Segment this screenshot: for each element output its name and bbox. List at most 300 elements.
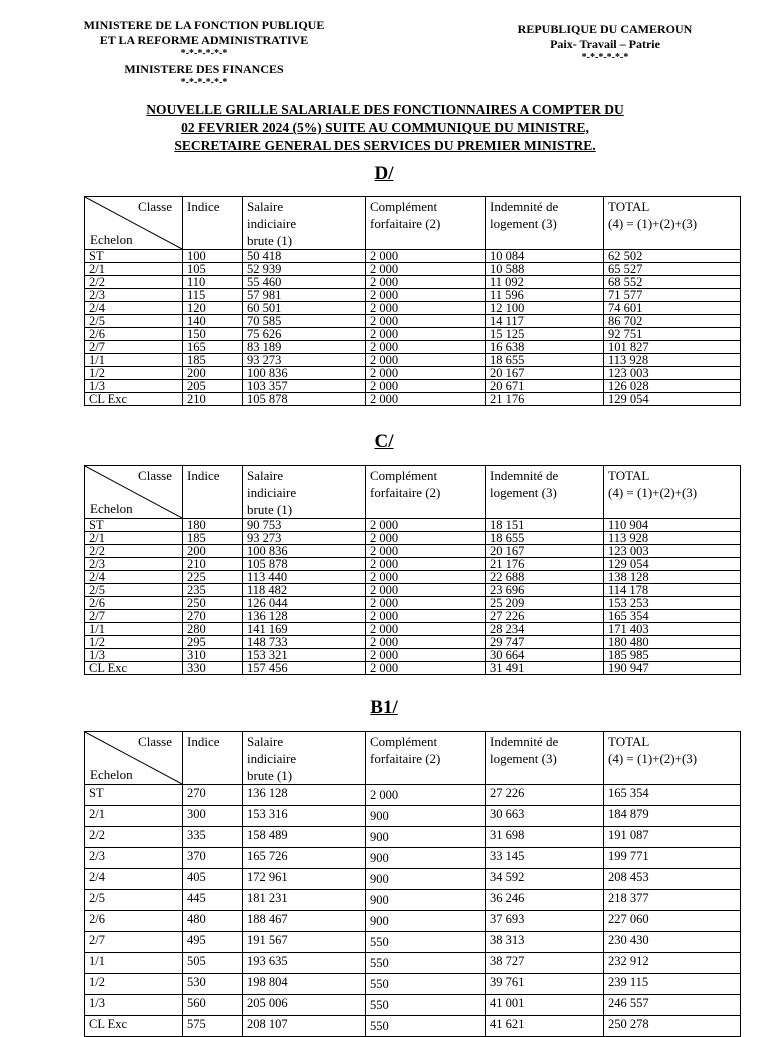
- indice-cell: 115: [183, 289, 243, 302]
- indemnite-cell: 22 688: [486, 571, 604, 584]
- echelon-label: Echelon: [90, 232, 133, 247]
- table-row: [85, 328, 741, 341]
- indemnite-cell: 15 125: [486, 328, 604, 341]
- indemnite-cell: 38 727: [486, 953, 604, 974]
- complement-cell: 2 000: [366, 354, 486, 367]
- table-row: [85, 597, 741, 610]
- indemnite-cell: 14 117: [486, 315, 604, 328]
- salary-table-c: [84, 465, 741, 675]
- salary-table-d: [84, 196, 741, 406]
- salaire-cell: 57 981: [243, 289, 366, 302]
- complement-cell: 2 000: [366, 610, 486, 623]
- complement-cell: 2 000: [366, 558, 486, 571]
- total-cell: 129 054: [604, 558, 741, 571]
- indemnite-cell: 20 167: [486, 545, 604, 558]
- echelon-cell: 2/1: [85, 263, 183, 276]
- classe-label: Classe: [138, 199, 172, 214]
- salaire-cell: 165 726: [243, 848, 366, 869]
- salaire-cell: 191 567: [243, 932, 366, 953]
- table-row: [85, 636, 741, 649]
- total-cell: 138 128: [604, 571, 741, 584]
- total-cell: 199 771: [604, 848, 741, 869]
- complement-cell: 2 000: [366, 393, 486, 406]
- total-cell: 239 115: [604, 974, 741, 995]
- table-row: [85, 649, 741, 662]
- indemnite-cell: 27 226: [486, 610, 604, 623]
- indemnite-cell: 18 151: [486, 519, 604, 532]
- complement-cell: 2 000: [366, 289, 486, 302]
- salaire-cell: 153 316: [243, 806, 366, 827]
- section-title-b1: B1/: [370, 697, 398, 718]
- complement-cell: 2 000: [366, 571, 486, 584]
- total-cell: 113 928: [604, 532, 741, 545]
- table-row: [85, 380, 741, 393]
- indemnite-cell: 29 747: [486, 636, 604, 649]
- title-line-1: NOUVELLE GRILLE SALARIALE DES FONCTIONNAIRES A COMPTER DU: [146, 102, 624, 117]
- salaire-cell: 157 456: [243, 662, 366, 675]
- table-body: [85, 250, 741, 406]
- indemnite-cell: 11 596: [486, 289, 604, 302]
- echelon-cell: 2/3: [85, 289, 183, 302]
- indice-cell: 165: [183, 341, 243, 354]
- indemnite-cell: 31 698: [486, 827, 604, 848]
- salaire-cell: 205 006: [243, 995, 366, 1016]
- complement-header: Complément forfaitaire (2): [366, 197, 486, 250]
- salaire-cell: 105 878: [243, 393, 366, 406]
- echelon-cell: ST: [85, 250, 183, 263]
- echelon-cell: 2/7: [85, 610, 183, 623]
- echelon-cell: 1/1: [85, 953, 183, 974]
- salaire-cell: 75 626: [243, 328, 366, 341]
- echelon-cell: 2/4: [85, 571, 183, 584]
- indice-cell: 210: [183, 393, 243, 406]
- salaire-cell: 198 804: [243, 974, 366, 995]
- total-cell: 180 480: [604, 636, 741, 649]
- indice-cell: 180: [183, 519, 243, 532]
- table-row: [85, 532, 741, 545]
- table-row: [85, 519, 741, 532]
- title-line-2: 02 FEVRIER 2024 (5%) SUITE AU COMMUNIQUE DU MINISTRE,: [181, 120, 589, 135]
- ministry-header: [54, 18, 354, 91]
- indemnite-cell: 31 491: [486, 662, 604, 675]
- echelon-cell: 1/2: [85, 367, 183, 380]
- salaire-cell: 126 044: [243, 597, 366, 610]
- republic-stars: *-*-*-*-*-*: [581, 52, 629, 63]
- total-cell: 71 577: [604, 289, 741, 302]
- indice-header: Indice: [183, 197, 243, 250]
- indemnite-cell: 28 234: [486, 623, 604, 636]
- indemnite-cell: 41 001: [486, 995, 604, 1016]
- indemnite-cell: 16 638: [486, 341, 604, 354]
- complement-cell: 900: [366, 911, 486, 932]
- total-cell: 184 879: [604, 806, 741, 827]
- classe-label: Classe: [138, 734, 172, 749]
- complement-cell: 900: [366, 806, 486, 827]
- indice-header: Indice: [183, 466, 243, 519]
- echelon-cell: 2/6: [85, 911, 183, 932]
- indemnite-cell: 20 671: [486, 380, 604, 393]
- echelon-cell: CL Exc: [85, 393, 183, 406]
- table-row: [85, 827, 741, 848]
- indice-cell: 505: [183, 953, 243, 974]
- echelon-cell: 1/3: [85, 995, 183, 1016]
- indemnite-cell: 33 145: [486, 848, 604, 869]
- table-row: [85, 289, 741, 302]
- total-header: TOTAL (4) = (1)+(2)+(3): [604, 466, 741, 519]
- table-row: [85, 890, 741, 911]
- total-cell: 153 253: [604, 597, 741, 610]
- echelon-cell: 2/5: [85, 315, 183, 328]
- total-cell: 185 985: [604, 649, 741, 662]
- table-row: [85, 911, 741, 932]
- indice-cell: 495: [183, 932, 243, 953]
- salaire-cell: 188 467: [243, 911, 366, 932]
- table-header-row: [85, 466, 741, 519]
- indice-cell: 370: [183, 848, 243, 869]
- table-row: [85, 953, 741, 974]
- complement-cell: 2 000: [366, 276, 486, 289]
- total-cell: 190 947: [604, 662, 741, 675]
- indemnite-cell: 23 696: [486, 584, 604, 597]
- indemnite-header: Indemnité de logement (3): [486, 732, 604, 785]
- table-row: [85, 848, 741, 869]
- table-body: [85, 519, 741, 675]
- total-cell: 129 054: [604, 393, 741, 406]
- salaire-cell: 208 107: [243, 1016, 366, 1037]
- echelon-cell: 1/1: [85, 623, 183, 636]
- complement-cell: 900: [366, 827, 486, 848]
- table-header-row: [85, 732, 741, 785]
- complement-cell: 2 000: [366, 367, 486, 380]
- indice-cell: 310: [183, 649, 243, 662]
- salaire-cell: 148 733: [243, 636, 366, 649]
- echelon-cell: 1/2: [85, 636, 183, 649]
- indice-cell: 105: [183, 263, 243, 276]
- indice-cell: 200: [183, 367, 243, 380]
- indice-cell: 575: [183, 1016, 243, 1037]
- indemnite-cell: 20 167: [486, 367, 604, 380]
- indice-header: Indice: [183, 732, 243, 785]
- classe-echelon-header: [85, 197, 183, 250]
- salaire-cell: 90 753: [243, 519, 366, 532]
- indemnite-cell: 21 176: [486, 393, 604, 406]
- echelon-cell: 2/2: [85, 545, 183, 558]
- salaire-cell: 93 273: [243, 532, 366, 545]
- echelon-cell: 1/1: [85, 354, 183, 367]
- echelon-cell: 1/3: [85, 649, 183, 662]
- indice-cell: 235: [183, 584, 243, 597]
- table-body: [85, 785, 741, 1037]
- salaire-cell: 103 357: [243, 380, 366, 393]
- indice-cell: 140: [183, 315, 243, 328]
- indice-cell: 445: [183, 890, 243, 911]
- complement-cell: 2 000: [366, 328, 486, 341]
- total-cell: 74 601: [604, 302, 741, 315]
- total-cell: 68 552: [604, 276, 741, 289]
- indice-cell: 295: [183, 636, 243, 649]
- table-row: [85, 584, 741, 597]
- table-row: [85, 354, 741, 367]
- salaire-cell: 172 961: [243, 869, 366, 890]
- indemnite-cell: 41 621: [486, 1016, 604, 1037]
- salaire-cell: 136 128: [243, 785, 366, 806]
- echelon-cell: 2/5: [85, 584, 183, 597]
- indice-cell: 405: [183, 869, 243, 890]
- total-cell: 62 502: [604, 250, 741, 263]
- complement-cell: 550: [366, 995, 486, 1016]
- table-row: [85, 806, 741, 827]
- classe-echelon-header: [85, 466, 183, 519]
- echelon-cell: 2/6: [85, 597, 183, 610]
- total-cell: 110 904: [604, 519, 741, 532]
- echelon-cell: CL Exc: [85, 662, 183, 675]
- indemnite-cell: 18 655: [486, 354, 604, 367]
- indemnite-cell: 11 092: [486, 276, 604, 289]
- salaire-header: Salaire indiciaire brute (1): [243, 732, 366, 785]
- salaire-cell: 52 939: [243, 263, 366, 276]
- ministry-stars-2: *-*-*-*-*-*: [180, 77, 228, 88]
- ministry-stars-1: *-*-*-*-*-*: [180, 48, 228, 59]
- total-cell: 191 087: [604, 827, 741, 848]
- echelon-label: Echelon: [90, 501, 133, 516]
- salaire-header: Salaire indiciaire brute (1): [243, 197, 366, 250]
- table-row: [85, 974, 741, 995]
- indemnite-cell: 18 655: [486, 532, 604, 545]
- indice-cell: 270: [183, 610, 243, 623]
- indice-cell: 110: [183, 276, 243, 289]
- indemnite-cell: 30 663: [486, 806, 604, 827]
- indemnite-cell: 10 084: [486, 250, 604, 263]
- salaire-cell: 100 836: [243, 367, 366, 380]
- echelon-cell: 2/4: [85, 869, 183, 890]
- republic-motto: Paix- Travail – Patrie: [550, 36, 660, 51]
- complement-cell: 2 000: [366, 597, 486, 610]
- table-row: [85, 662, 741, 675]
- salaire-cell: 136 128: [243, 610, 366, 623]
- echelon-cell: CL Exc: [85, 1016, 183, 1037]
- total-cell: 227 060: [604, 911, 741, 932]
- echelon-cell: 2/5: [85, 890, 183, 911]
- table-row: [85, 263, 741, 276]
- total-cell: 86 702: [604, 315, 741, 328]
- table-row: [85, 610, 741, 623]
- indemnite-cell: 27 226: [486, 785, 604, 806]
- table-row: [85, 250, 741, 263]
- indice-cell: 335: [183, 827, 243, 848]
- ministry-line-3: MINISTERE DES FINANCES: [124, 61, 284, 76]
- indemnite-cell: 38 313: [486, 932, 604, 953]
- indice-cell: 210: [183, 558, 243, 571]
- echelon-cell: 2/6: [85, 328, 183, 341]
- complement-header: Complément forfaitaire (2): [366, 466, 486, 519]
- table-row: [85, 785, 741, 806]
- indice-cell: 480: [183, 911, 243, 932]
- complement-cell: 2 000: [366, 380, 486, 393]
- indice-cell: 205: [183, 380, 243, 393]
- table-row: [85, 315, 741, 328]
- total-cell: 126 028: [604, 380, 741, 393]
- total-cell: 232 912: [604, 953, 741, 974]
- echelon-cell: 2/3: [85, 558, 183, 571]
- table-row: [85, 558, 741, 571]
- echelon-cell: 1/2: [85, 974, 183, 995]
- complement-cell: 2 000: [366, 315, 486, 328]
- indice-cell: 185: [183, 354, 243, 367]
- salaire-cell: 158 489: [243, 827, 366, 848]
- table-header-row: [85, 197, 741, 250]
- document-title: [60, 101, 710, 155]
- complement-cell: 550: [366, 932, 486, 953]
- complement-cell: 2 000: [366, 584, 486, 597]
- indice-cell: 225: [183, 571, 243, 584]
- complement-cell: 2 000: [366, 785, 486, 806]
- indemnite-cell: 34 592: [486, 869, 604, 890]
- complement-cell: 2 000: [366, 623, 486, 636]
- complement-cell: 2 000: [366, 636, 486, 649]
- total-cell: 113 928: [604, 354, 741, 367]
- indice-cell: 330: [183, 662, 243, 675]
- section-title-c: C/: [374, 431, 394, 452]
- echelon-cell: 2/7: [85, 341, 183, 354]
- total-cell: 218 377: [604, 890, 741, 911]
- salaire-cell: 60 501: [243, 302, 366, 315]
- indice-cell: 280: [183, 623, 243, 636]
- indemnite-cell: 39 761: [486, 974, 604, 995]
- complement-cell: 550: [366, 953, 486, 974]
- salaire-cell: 193 635: [243, 953, 366, 974]
- salaire-header: Salaire indiciaire brute (1): [243, 466, 366, 519]
- complement-cell: 2 000: [366, 250, 486, 263]
- echelon-label: Echelon: [90, 767, 133, 782]
- complement-cell: 2 000: [366, 263, 486, 276]
- complement-cell: 2 000: [366, 545, 486, 558]
- total-cell: 208 453: [604, 869, 741, 890]
- salaire-cell: 93 273: [243, 354, 366, 367]
- indice-cell: 250: [183, 597, 243, 610]
- complement-cell: 2 000: [366, 649, 486, 662]
- complement-cell: 2 000: [366, 302, 486, 315]
- classe-echelon-header: [85, 732, 183, 785]
- indice-cell: 270: [183, 785, 243, 806]
- table-row: [85, 393, 741, 406]
- echelon-cell: ST: [85, 519, 183, 532]
- indemnite-header: Indemnité de logement (3): [486, 197, 604, 250]
- salary-table-b1: [84, 731, 741, 1037]
- complement-cell: 900: [366, 848, 486, 869]
- salaire-cell: 118 482: [243, 584, 366, 597]
- title-line-3: SECRETAIRE GENERAL DES SERVICES DU PREMIER MINISTRE.: [174, 138, 596, 153]
- complement-cell: 2 000: [366, 519, 486, 532]
- total-cell: 123 003: [604, 545, 741, 558]
- republic-header: [480, 22, 730, 66]
- salaire-cell: 55 460: [243, 276, 366, 289]
- table-row: [85, 302, 741, 315]
- indemnite-cell: 12 100: [486, 302, 604, 315]
- salaire-cell: 105 878: [243, 558, 366, 571]
- echelon-cell: 2/3: [85, 848, 183, 869]
- salaire-cell: 83 189: [243, 341, 366, 354]
- complement-cell: 2 000: [366, 532, 486, 545]
- table-row: [85, 932, 741, 953]
- total-cell: 171 403: [604, 623, 741, 636]
- indemnite-cell: 37 693: [486, 911, 604, 932]
- section-title-d: D/: [374, 163, 394, 184]
- table-row: [85, 623, 741, 636]
- echelon-cell: 2/4: [85, 302, 183, 315]
- salaire-cell: 100 836: [243, 545, 366, 558]
- ministry-line-2: ET LA REFORME ADMINISTRATIVE: [99, 32, 309, 47]
- table-row: [85, 276, 741, 289]
- salaire-cell: 70 585: [243, 315, 366, 328]
- classe-label: Classe: [138, 468, 172, 483]
- echelon-cell: 2/2: [85, 827, 183, 848]
- complement-cell: 900: [366, 869, 486, 890]
- indemnite-cell: 21 176: [486, 558, 604, 571]
- indemnite-header: Indemnité de logement (3): [486, 466, 604, 519]
- complement-cell: 2 000: [366, 341, 486, 354]
- complement-cell: 900: [366, 890, 486, 911]
- table-row: [85, 545, 741, 558]
- salaire-cell: 153 321: [243, 649, 366, 662]
- echelon-cell: 2/2: [85, 276, 183, 289]
- echelon-cell: 1/3: [85, 380, 183, 393]
- salaire-cell: 50 418: [243, 250, 366, 263]
- total-cell: 246 557: [604, 995, 741, 1016]
- total-cell: 65 527: [604, 263, 741, 276]
- total-header: TOTAL (4) = (1)+(2)+(3): [604, 197, 741, 250]
- indice-cell: 530: [183, 974, 243, 995]
- salaire-cell: 113 440: [243, 571, 366, 584]
- republic-name: REPUBLIQUE DU CAMEROUN: [517, 22, 693, 36]
- indice-cell: 120: [183, 302, 243, 315]
- complement-cell: 2 000: [366, 662, 486, 675]
- echelon-cell: ST: [85, 785, 183, 806]
- echelon-cell: 2/1: [85, 532, 183, 545]
- indice-cell: 300: [183, 806, 243, 827]
- echelon-cell: 2/7: [85, 932, 183, 953]
- indemnite-cell: 25 209: [486, 597, 604, 610]
- ministry-line-1: MINISTERE DE LA FONCTION PUBLIQUE: [83, 18, 325, 32]
- indemnite-cell: 36 246: [486, 890, 604, 911]
- complement-cell: 550: [366, 974, 486, 995]
- indemnite-cell: 30 664: [486, 649, 604, 662]
- total-cell: 165 354: [604, 785, 741, 806]
- indice-cell: 185: [183, 532, 243, 545]
- indice-cell: 150: [183, 328, 243, 341]
- indice-cell: 100: [183, 250, 243, 263]
- total-cell: 92 751: [604, 328, 741, 341]
- indice-cell: 200: [183, 545, 243, 558]
- indice-cell: 560: [183, 995, 243, 1016]
- total-header: TOTAL (4) = (1)+(2)+(3): [604, 732, 741, 785]
- table-row: [85, 367, 741, 380]
- table-row: [85, 995, 741, 1016]
- table-row: [85, 1016, 741, 1037]
- complement-header: Complément forfaitaire (2): [366, 732, 486, 785]
- total-cell: 123 003: [604, 367, 741, 380]
- table-row: [85, 571, 741, 584]
- table-row: [85, 341, 741, 354]
- salaire-cell: 181 231: [243, 890, 366, 911]
- salaire-cell: 141 169: [243, 623, 366, 636]
- complement-cell: 550: [366, 1016, 486, 1037]
- total-cell: 165 354: [604, 610, 741, 623]
- total-cell: 230 430: [604, 932, 741, 953]
- indemnite-cell: 10 588: [486, 263, 604, 276]
- echelon-cell: 2/1: [85, 806, 183, 827]
- total-cell: 101 827: [604, 341, 741, 354]
- total-cell: 114 178: [604, 584, 741, 597]
